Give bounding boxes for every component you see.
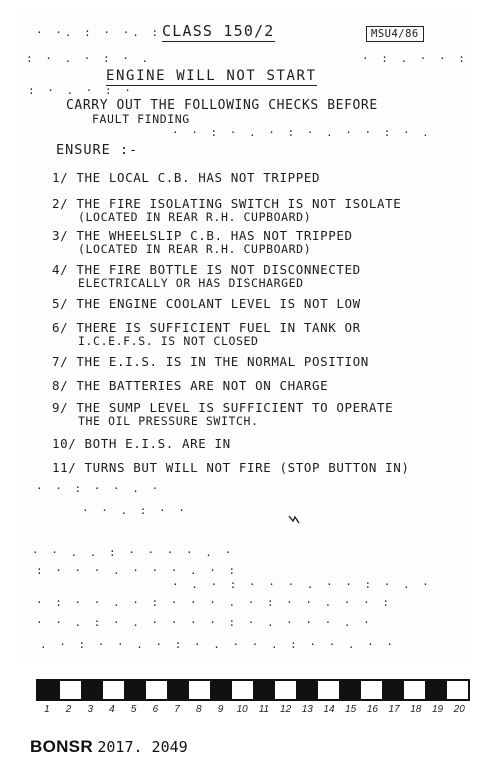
scale-segment: [103, 681, 125, 699]
scale-segment: [60, 681, 82, 699]
item-number: 9/: [52, 400, 69, 415]
scale-number: 20: [453, 704, 465, 715]
item-text: TURNS BUT WILL NOT FIRE (STOP BUTTON IN): [84, 460, 410, 475]
collection-code: BONSR: [30, 737, 93, 756]
scale-segment: [382, 681, 404, 699]
scale-segment: [146, 681, 168, 699]
checklist-item-7: [52, 354, 369, 369]
checklist-item-2: [52, 196, 401, 211]
intro-line-1: CARRY OUT THE FOLLOWING CHECKS BEFORE: [66, 98, 378, 113]
item-text: THE FIRE ISOLATING SWITCH IS NOT ISOLATE: [76, 196, 402, 211]
item-number: 2/: [52, 196, 69, 211]
dotted-margin: · · . . : · · · · . ·: [32, 546, 235, 559]
document-page: [22, 12, 470, 664]
item-number: 7/: [52, 354, 69, 369]
ensure-label: ENSURE :-: [56, 142, 139, 158]
checklist-item-4-note: ELECTRICALLY OR HAS DISCHARGED: [78, 276, 304, 290]
heading: ENGINE WILL NOT START: [106, 68, 317, 84]
dotted-margin: · ·. : · ·. :: [36, 26, 162, 39]
scale-number: 11: [258, 704, 270, 715]
checklist-item-10: [52, 436, 231, 451]
item-text: THE FIRE BOTTLE IS NOT DISCONNECTED: [76, 262, 361, 277]
scale-segment: [425, 681, 447, 699]
checklist-item-1: [52, 170, 320, 185]
intro-line-2: FAULT FINDING: [92, 112, 190, 126]
scale-number: 13: [301, 704, 313, 715]
scale-number: 15: [345, 704, 357, 715]
scale-segment: [318, 681, 340, 699]
item-number: 10/: [52, 436, 77, 451]
checklist-item-8: [52, 378, 328, 393]
item-number: 3/: [52, 228, 69, 243]
item-number: 1/: [52, 170, 69, 185]
checklist-item-6-note: I.C.E.F.S. IS NOT CLOSED: [78, 334, 259, 348]
item-text: THE WHEELSLIP C.B. HAS NOT TRIPPED: [76, 228, 353, 243]
scale-number: 4: [109, 704, 115, 715]
item-text: THE LOCAL C.B. HAS NOT TRIPPED: [76, 170, 321, 185]
dotted-margin: · · : · . · : · . · · : · .: [172, 126, 432, 139]
dotted-margin: · · . : · . · · · · : · . · · · . ·: [36, 616, 373, 629]
scale-segment: [210, 681, 232, 699]
scale-number: 10: [236, 704, 248, 715]
scale-number: 5: [130, 704, 137, 715]
document-title: CLASS 150/2: [162, 22, 275, 40]
scale-number: 7: [174, 704, 180, 715]
item-text: THERE IS SUFFICIENT FUEL IN TANK OR: [76, 320, 361, 335]
dotted-margin: · : · · . · : · · · . · : · · . · · :: [36, 596, 393, 609]
scale-segment: [38, 681, 60, 699]
scale-segment: [404, 681, 426, 699]
item-text: BOTH E.I.S. ARE IN: [84, 436, 231, 451]
scale-segment: [296, 681, 318, 699]
scale-number: 8: [195, 704, 202, 715]
archive-label: [30, 737, 188, 757]
scale-segment: [167, 681, 189, 699]
item-number: 4/: [52, 262, 69, 277]
dotted-margin: : · . · : · .: [26, 52, 152, 65]
measurement-scale-numbers: [36, 704, 470, 720]
scale-number: 16: [366, 704, 378, 715]
scale-number: 18: [410, 704, 422, 715]
checklist-item-9: [52, 400, 393, 415]
item-text: THE SUMP LEVEL IS SUFFICIENT TO OPERATE: [76, 400, 394, 415]
pen-mark-icon: [287, 512, 301, 526]
accession-number: 2017. 2049: [97, 738, 188, 756]
checklist-item-9-note: THE OIL PRESSURE SWITCH.: [78, 414, 259, 428]
checklist-item-3: [52, 228, 353, 243]
checklist-item-6: [52, 320, 361, 335]
scale-number: 9: [217, 704, 224, 715]
dotted-margin: : · · · . · · · . · :: [36, 564, 239, 577]
dotted-margin: · · : · · . ·: [36, 482, 162, 495]
dotted-margin: : · . · : ·: [28, 84, 134, 97]
scale-segment: [339, 681, 361, 699]
scale-number: 6: [152, 704, 159, 715]
checklist-item-2-note: (LOCATED IN REAR R.H. CUPBOARD): [78, 210, 312, 224]
checklist-item-5: [52, 296, 361, 311]
item-text: THE E.I.S. IS IN THE NORMAL POSITION: [76, 354, 369, 369]
scale-number: 14: [323, 704, 335, 715]
checklist-item-4: [52, 262, 361, 277]
dotted-margin: · : . · · :: [362, 52, 468, 65]
scale-number: 19: [431, 704, 444, 715]
checklist-item-3-note: (LOCATED IN REAR R.H. CUPBOARD): [78, 242, 312, 256]
scale-segment: [361, 681, 383, 699]
item-number: 11/: [52, 460, 77, 475]
scale-segment: [275, 681, 297, 699]
item-text: THE ENGINE COOLANT LEVEL IS NOT LOW: [76, 296, 361, 311]
reference-box: MSU4/86: [366, 26, 424, 42]
item-number: 8/: [52, 378, 69, 393]
scale-number: 17: [388, 704, 400, 715]
scale-segment: [447, 681, 469, 699]
scale-segment: [124, 681, 146, 699]
dotted-margin: . · : · · . · : · . · · . : · · . · ·: [40, 638, 397, 651]
scale-segment: [232, 681, 254, 699]
scale-number: 1: [44, 704, 50, 715]
scale-segment: [81, 681, 103, 699]
scale-number: 12: [280, 704, 292, 715]
scale-number: 2: [65, 704, 72, 715]
scale-segment: [253, 681, 275, 699]
scale-number: 3: [87, 704, 94, 715]
scale-segment: [189, 681, 211, 699]
measurement-scale-bar: [36, 679, 470, 701]
item-text: THE BATTERIES ARE NOT ON CHARGE: [76, 378, 329, 393]
dotted-margin: · . · : · · · . · · : · . ·: [172, 578, 432, 591]
item-number: 6/: [52, 320, 69, 335]
dotted-margin: · · . : · ·: [82, 504, 188, 517]
checklist-item-11: [52, 460, 410, 475]
item-number: 5/: [52, 296, 69, 311]
